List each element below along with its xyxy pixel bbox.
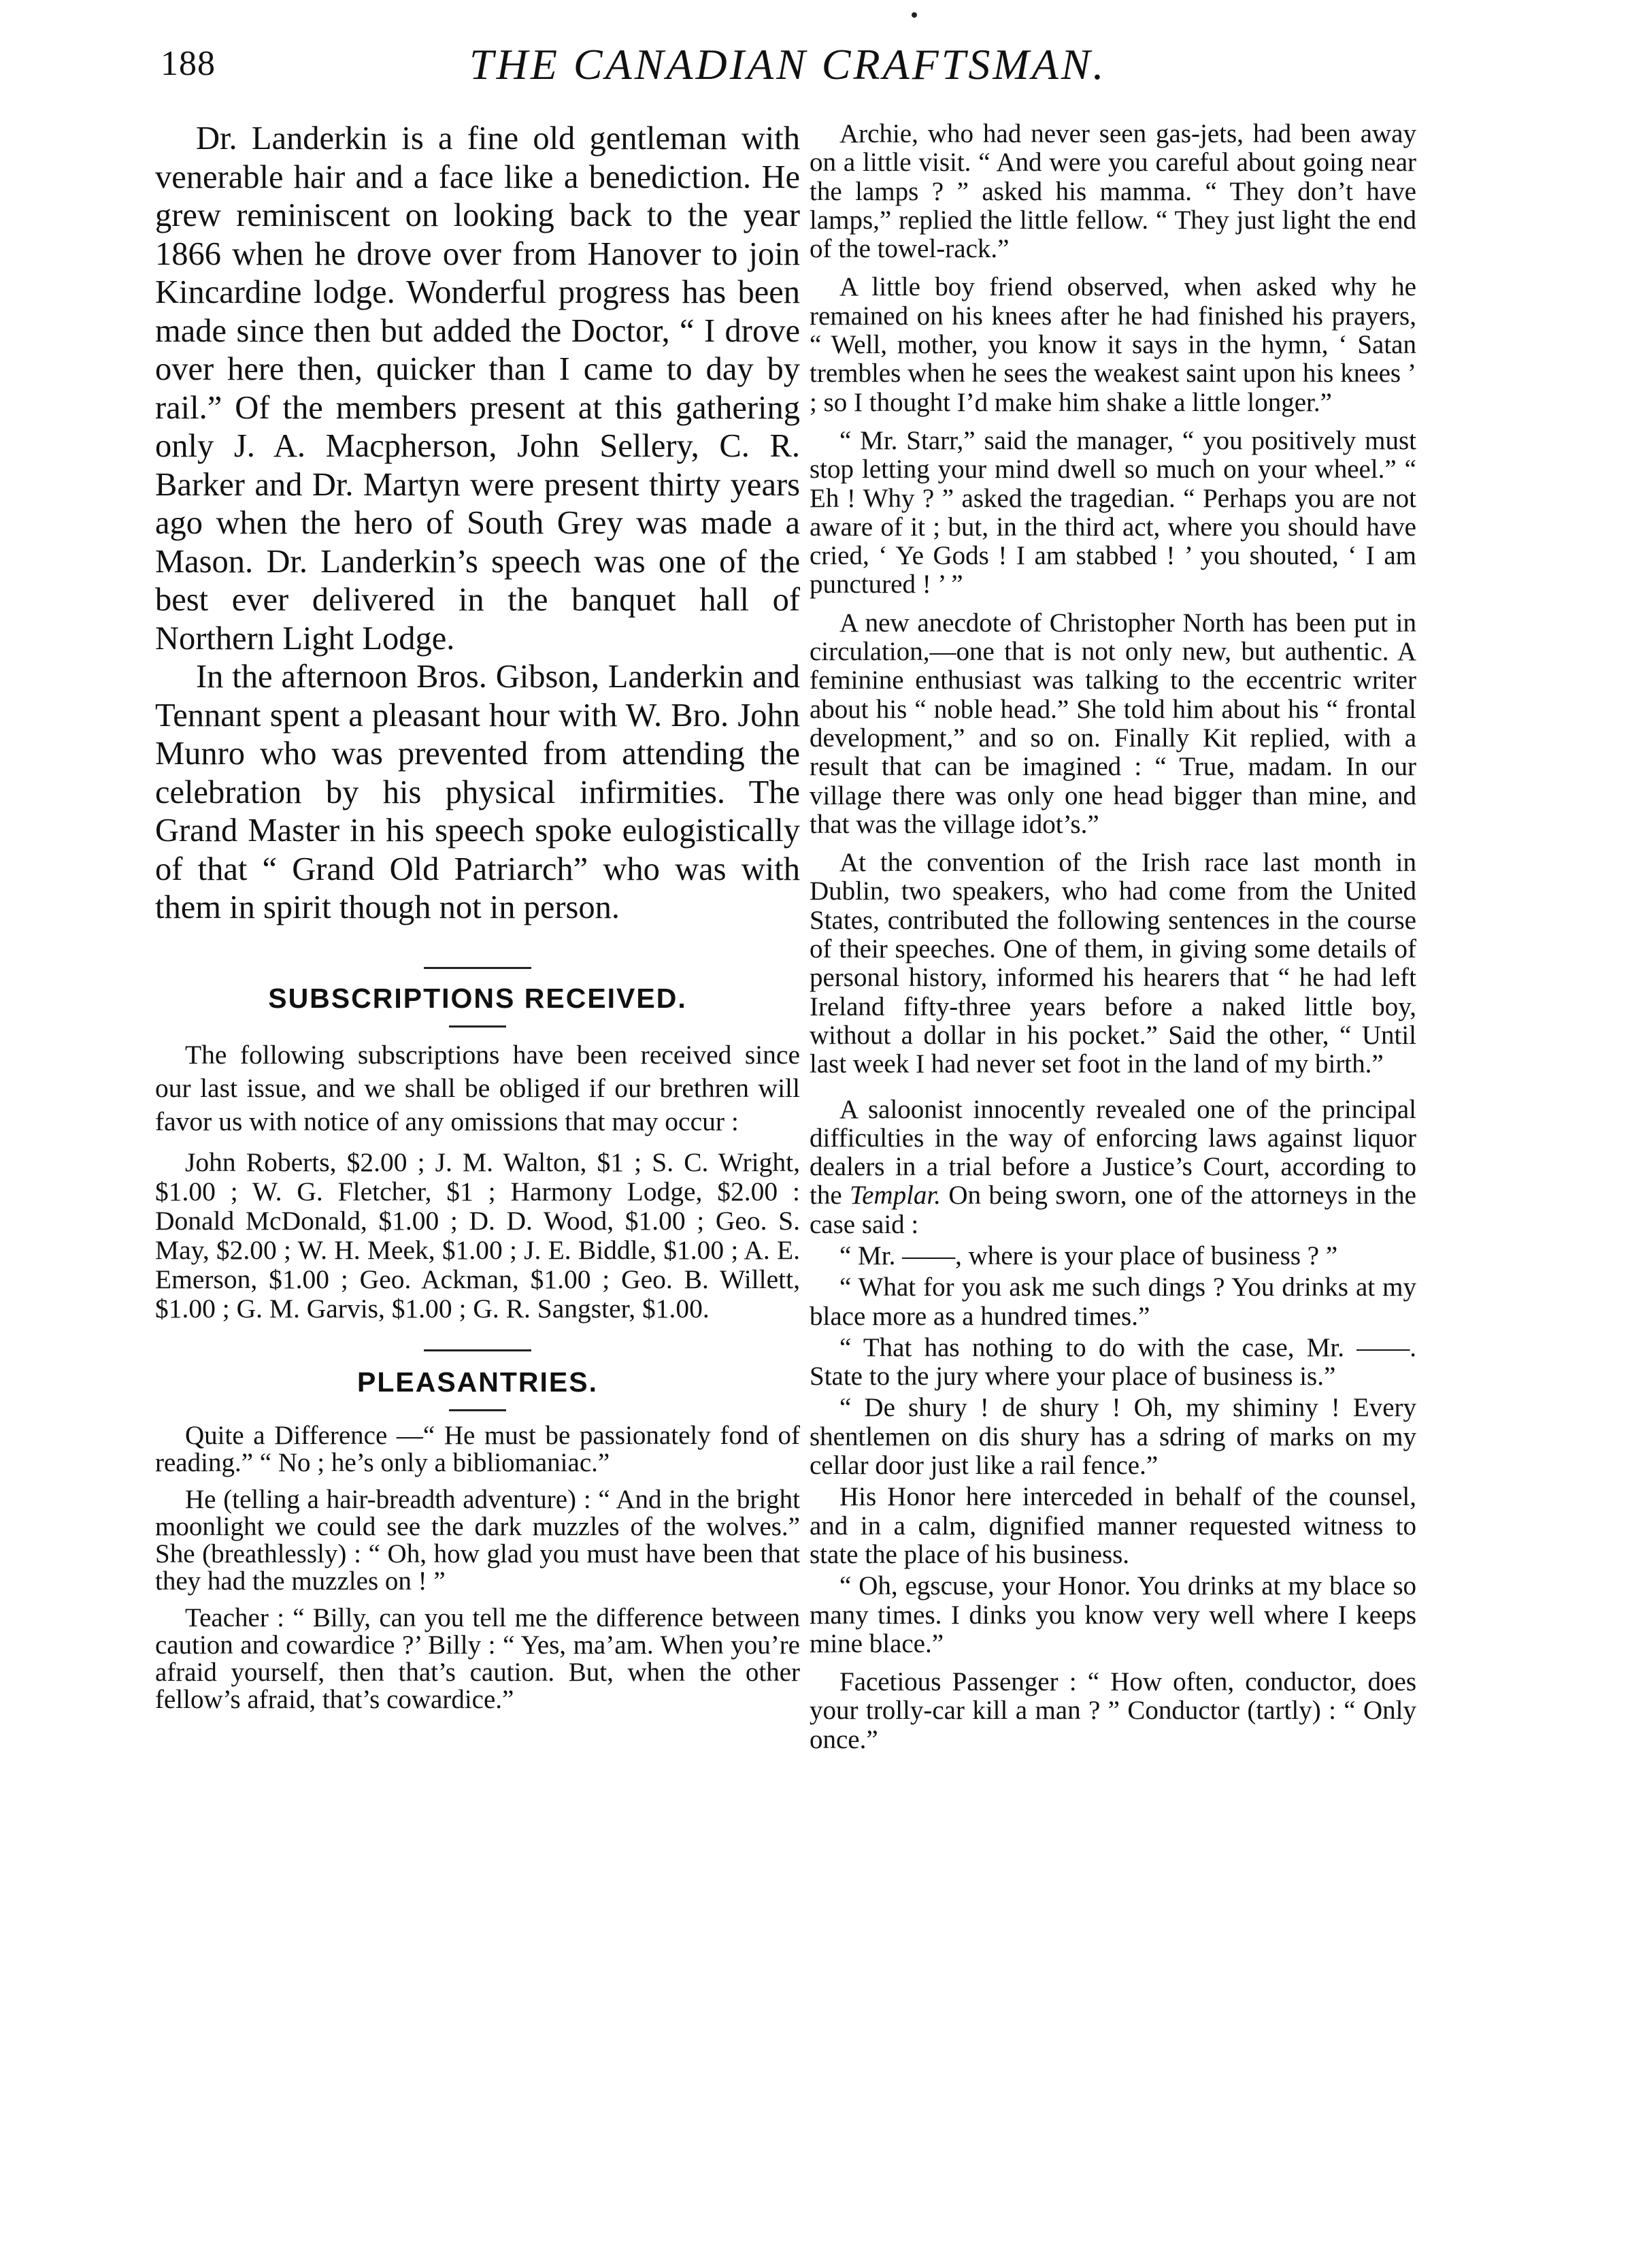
anecdote-prayers: A little boy friend observed, when asked why he remained on his knees after he had finished his prayers, “ Well, mother, you know it says in the hymn, ‘ Satan trembles when he sees the weakest saint upon his knees ’ ; so I thought I’d make him shake a little longer.”	[810, 272, 1416, 417]
right-column	[810, 120, 1416, 1764]
saloonist-line: His Honor here interceded in behalf of the counsel, and in a calm, dignified manner requested witness to state the place of his business.	[810, 1482, 1416, 1569]
saloonist-line: “ Oh, egscuse, your Honor. You drinks at my blace so many times. I dinks you know very well where I keeps mine blace.”	[810, 1571, 1416, 1658]
anecdote-starr: “ Mr. Starr,” said the manager, “ you positively must stop letting your mind dwell so much on your wheel.” “ Eh ! Why ? ” asked the tragedian. “ Perhaps you are not aware of it ; but, in the third act, where you should have cried, ‘ Ye Gods ! I am stabbed ! ’ you shouted, ‘ I am punctured ! ’ ”	[810, 425, 1416, 599]
saloonist-intro-text-end: On being sworn, one of the attorneys in the case said :	[810, 1181, 1416, 1239]
pleasantries-heading: PLEASANTRIES.	[356, 1366, 599, 1398]
saloonist-source: Templar.	[850, 1181, 942, 1211]
anecdote-trolley: Facetious Passenger : “ How often, conductor, does your trolly-car kill a man ? ” Conductor (tartly) : “ Only once.”	[810, 1667, 1416, 1754]
pleasantry-item: Quite a Difference —“ He must be passionately fond of reading.” “ No ; he’s only a bibliomaniac.”	[155, 1420, 800, 1477]
running-title: THE CANADIAN CRAFTSMAN.	[469, 40, 1107, 88]
saloonist-intro	[810, 1096, 1416, 1239]
paragraph-afternoon: In the afternoon Bros. Gibson, Landerkin and Tennant spent a pleasant hour with W. Bro. John Munro who was prevented from attending the celebration by his physical infirmities. The Grand Master in his speech spoke eulogistically of that “ Grand Old Patriarch” who was with them in spirit though not in person.	[155, 659, 800, 925]
anecdote-christopher-north: A new anecdote of Christopher North has been put in circulation,—one that is not only new, but authentic. A feminine enthusiast was talking to the eccentric writer about his “ noble head.” She told him about his “ frontal development,” and so on. Finally Kit replied, with a result that can be imagined : “ True, madam. In our village there was only one head bigger than mine, and that was the village idot’s.”	[810, 608, 1416, 839]
page-number: 188	[161, 44, 216, 83]
subscriptions-list: John Roberts, $2.00 ; J. M. Walton, $1 ; S. C. Wright, $1.00 ; W. G. Fletcher, $1 ; Harmony Lodge, $2.00 : Donald McDonald, $1.00 ; D. D. Wood, $1.00 ; Geo. S. May, $2.00 ; W. H. Meek, $1.00 ; J. E. Biddle, $1.00 ; A. E. Emerson, $1.00 ; Geo. Ackman, $1.00 ; Geo. B. Willett, $1.00 ; G. M. Garvis, $1.00 ; G. R. Sangster, $1.00.	[155, 1147, 800, 1324]
saloonist-line: “ That has nothing to do with the case, Mr. ——. State to the jury where your place of business is.”	[810, 1332, 1416, 1392]
ink-dot	[912, 12, 917, 18]
saloonist-line: “ What for you ask me such dings ? You drinks at my blace more as a hundred times.”	[810, 1272, 1416, 1331]
saloonist-line: “ De shury ! de shury ! Oh, my shiminy ! Every shentlemen on dis shury has a sdring of marks on my cellar door just like a rail fence.”	[810, 1393, 1416, 1481]
saloonist-line: “ Mr. ——, where is your place of business ? ”	[839, 1240, 1338, 1270]
anecdote-irish-convention: At the convention of the Irish race last month in Dublin, two speakers, who had come from the United States, contributed the following sentences in the course of their speeches. One of them, in giving some details of personal history, informed his hearers that “ he had left Ireland fifty-three years before a naked little boy, without a dollar in his pocket.” Said the other, “ Until last week I had never set foot in the land of my birth.”	[810, 848, 1416, 1079]
subscriptions-intro: The following subscriptions have been received since our last issue, and we shall be obliged if our brethren will favor us with notice of any omissions that may occur :	[155, 1039, 800, 1136]
subscriptions-heading: SUBSCRIPTIONS RECEIVED.	[268, 982, 687, 1014]
anecdote-archie: Archie, who had never seen gas-jets, had been away on a little visit. “ And were you careful about going near the lamps ? ” asked his mamma. “ They don’t have lamps,” replied the little fellow. “ They just light the end of the towel-rack.”	[810, 119, 1416, 264]
pleasantry-item: Teacher : “ Billy, can you tell me the difference between caution and cowardice ?’ Billy : “ Yes, ma’am. When you’re afraid yourself, then that’s caution. But, when the other fellow’s afraid, that’s cowardice.”	[155, 1603, 800, 1714]
left-column	[155, 120, 800, 1723]
paragraph-landerkin: Dr. Landerkin is a fine old gentleman with venerable hair and a face like a benediction. He grew reminiscent on looking back to the year 1866 when he drove over from Hanover to join Kincardine lodge. Wonderful progress has been made since then but added the Doctor, “ I drove over here then, quicker than I came to day by rail.” Of the members present at this gathering only J. A. Macpherson, John Sellery, C. R. Barker and Dr. Martyn were present thirty years ago when the hero of South Grey was made a Mason. Dr. Landerkin’s speech was one of the best ever delivered in the banquet hall of Northern Light Lodge.	[155, 120, 800, 657]
pleasantry-item: He (telling a hair-breadth adventure) : “ And in the bright moonlight we could see the dark muzzles of the wolves.” She (breathlessly) : “ Oh, how glad you must have been that they had the muzzles on ! ”	[155, 1484, 800, 1596]
saloonist-intro-text: A saloonist innocently revealed one of the principal difficulties in the way of enforcing laws against liquor dealers in a trial before a Justice’s Court, according to the	[810, 1094, 1416, 1211]
